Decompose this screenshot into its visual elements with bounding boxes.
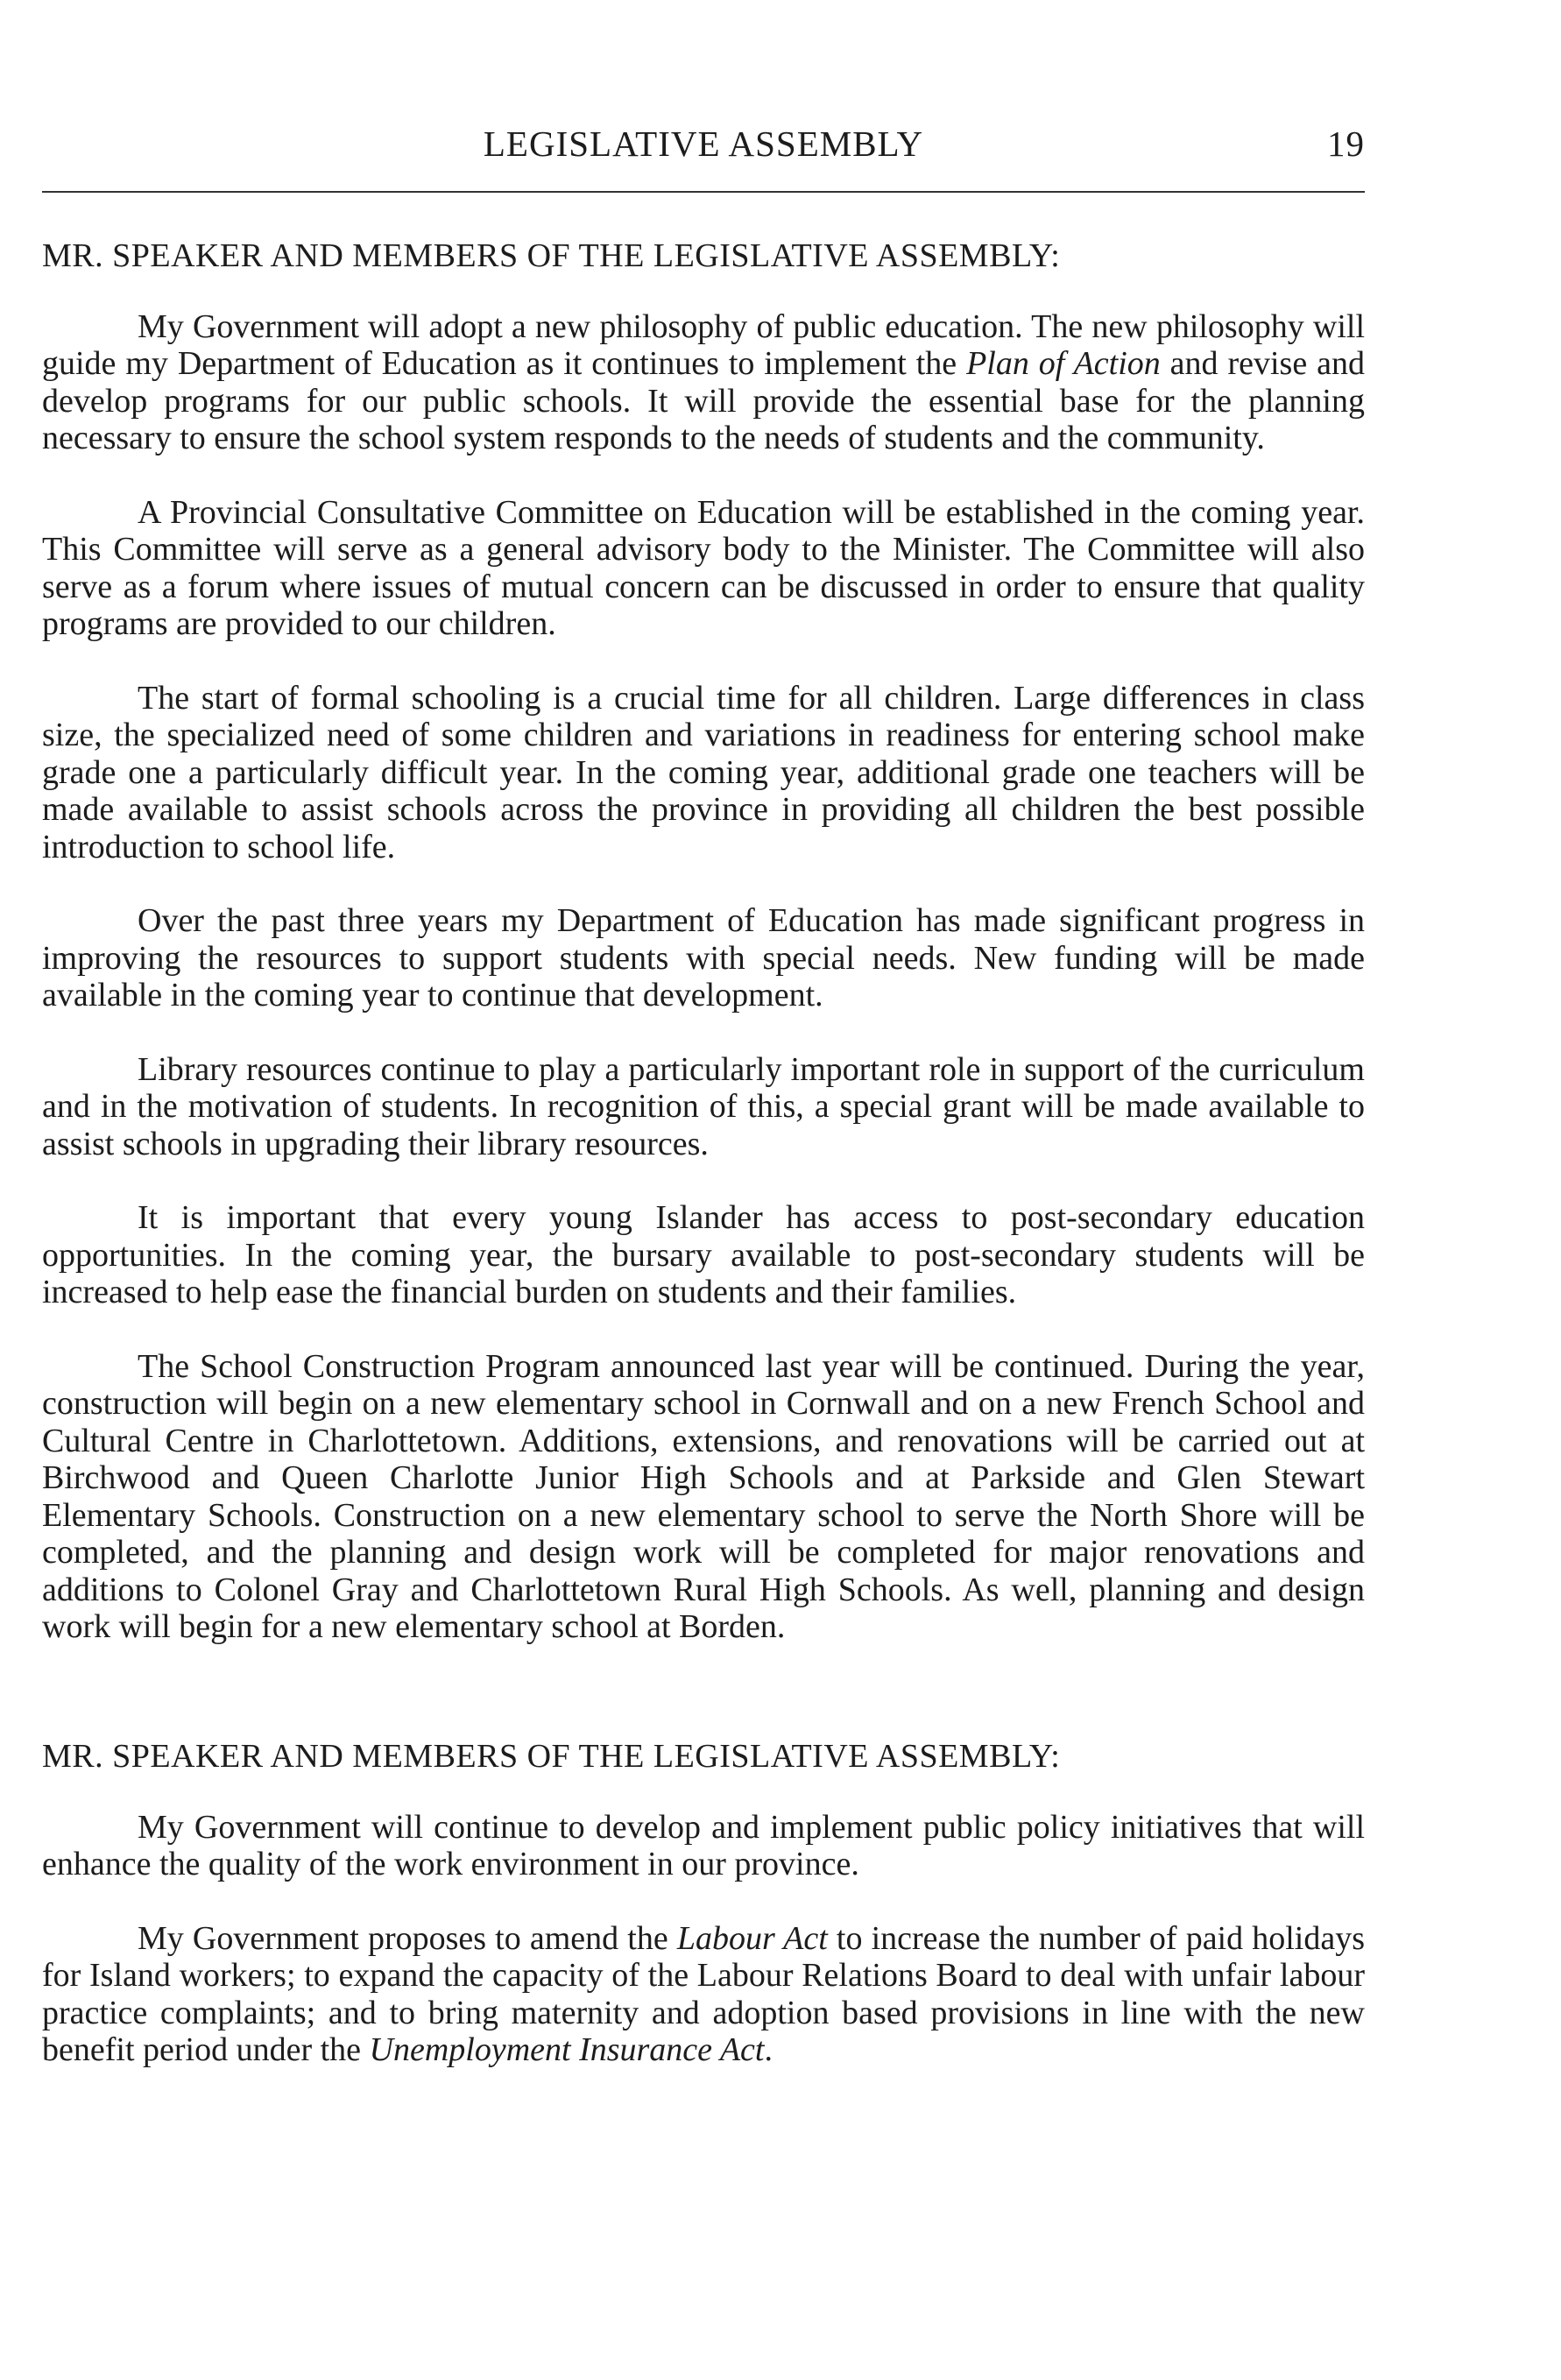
italic-title: Unemployment Insurance Act: [369, 2031, 765, 2069]
paragraph-text: and revise and develop programs for our public schools. It will provide the essential base for the planning necessary to ensure the school system responds to the needs of students and the community.: [42, 345, 1365, 457]
paragraph-work-environment: My Government will continue to develop and implement public policy initiatives that will enhance the quality of the work environment in our province.: [42, 1808, 1365, 1883]
header-rule: [42, 191, 1365, 193]
paragraph-labour-act: [42, 1920, 1365, 2069]
document-page: [42, 123, 1365, 2069]
paragraph-consultative-committee: A Provincial Consultative Committee on Education will be established in the coming year. This Committee will serve as a general advisory body to the Minister. The Committee will also serve as a forum where issues of mutual concern can be discussed in order to ensure that quality programs are provided to our children.: [42, 493, 1365, 643]
italic-title: Plan of Action: [966, 345, 1161, 383]
running-title: LEGISLATIVE ASSEMBLY: [483, 124, 924, 164]
paragraph-formal-schooling: The start of formal schooling is a crucial time for all children. Large differences in class size, the specialized need of some children and variations in readiness for entering school make grade one a particularly difficult year. In the coming year, additional grade one teachers will be made available to assist schools across the province in providing all children the best possible introduction to school life.: [42, 679, 1365, 865]
section-heading: MR. SPEAKER AND MEMBERS OF THE LEGISLATIVE ASSEMBLY:: [42, 1737, 1061, 1775]
paragraph-special-needs: Over the past three years my Department of Education has made significant progress in improving the resources to support students with special needs. New funding will be made available in the coming year to continue that development.: [42, 902, 1365, 1014]
paragraph-text: .: [764, 2031, 773, 2069]
paragraph-post-secondary: It is important that every young Islander has access to post-secondary education opportunities. In the coming year, the bursary available to post-secondary students will be increased to help ease the financial burden on students and their families.: [42, 1199, 1365, 1311]
paragraph-text: My Government will adopt a new philosophy of public education. The new philosophy will guide my Department of Education as it continues to implement the: [42, 307, 1365, 383]
section-heading: MR. SPEAKER AND MEMBERS OF THE LEGISLATIVE ASSEMBLY:: [42, 237, 1061, 274]
paragraph-education-philosophy: [42, 308, 1365, 457]
italic-title: Labour Act: [676, 1919, 828, 1957]
paragraph-library-resources: Library resources continue to play a particularly important role in support of the curriculum and in the motivation of students. In recognition of this, a special grant will be made available to assist schools in upgrading their library resources.: [42, 1050, 1365, 1162]
paragraph-text: My Government proposes to amend the: [138, 1919, 677, 1957]
page-number: 19: [1327, 124, 1365, 164]
paragraph-text: to increase the number of paid holidays for Island workers; to expand the capacity of the Labour Relations Board to deal with unfair labour practice complaints; and to bring maternity and adoption based provisions in line with the new benefit period under the: [42, 1919, 1366, 2069]
paragraph-school-construction: The School Construction Program announced last year will be continued. During the year, construction will begin on a new elementary school in Cornwall and on a new French School and Cultural Centre in Charlottetown. Additions, extensions, and renovations will be carried out at Birchwood and Queen Charlotte Junior High Schools and at Parkside and Glen Stewart Elementary Schools. Construction on a new elementary school to serve the North Shore will be completed, and the planning and design work will be completed for major renovations and additions to Colonel Gray and Charlottetown Rural High Schools. As well, planning and design work will begin for a new elementary school at Borden.: [42, 1347, 1365, 1646]
running-header: [42, 123, 1365, 175]
